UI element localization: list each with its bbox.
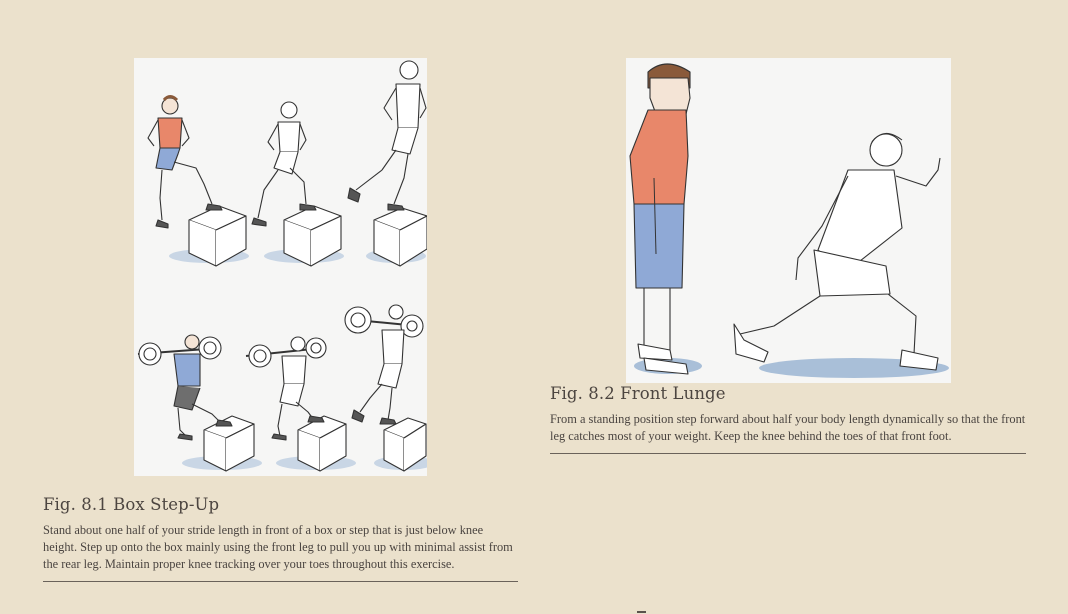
box-step-up-illustration [134,58,427,476]
figure-title: Fig. 8.2 Front Lunge [550,384,726,403]
barbell-box-3 [374,418,427,471]
caption-divider [43,581,518,582]
figure-title: Fig. 8.1 Box Step-Up [43,495,220,514]
step-up-box-2 [264,206,344,266]
barbell-figure-1 [138,335,232,440]
step-up-figure-3 [348,61,426,210]
barbell-box-2 [276,416,356,471]
step-up-box-3 [366,208,427,266]
step-up-figure-2 [252,102,316,226]
lunging-figure [734,133,949,378]
step-up-box-1 [169,206,249,266]
caption-divider [550,453,1026,454]
standing-figure [630,64,702,374]
barbell-figure-3 [345,305,423,424]
page-marker [637,611,646,613]
figure-description: Stand about one half of your stride length in front of a box or step that is just below knee height. Step up onto the box mainly using the front leg to pull you up with minimal assist from the rear leg. Maintain proper knee tracking over your toes throughout this exercise. [43,523,513,571]
step-up-figure-1 [148,97,222,229]
front-lunge-illustration [626,58,951,383]
figure-description: From a standing position step forward about half your body length dynamically so that the front leg catches most of your weight. Keep the knee behind the toes of that front foot. [550,412,1026,443]
